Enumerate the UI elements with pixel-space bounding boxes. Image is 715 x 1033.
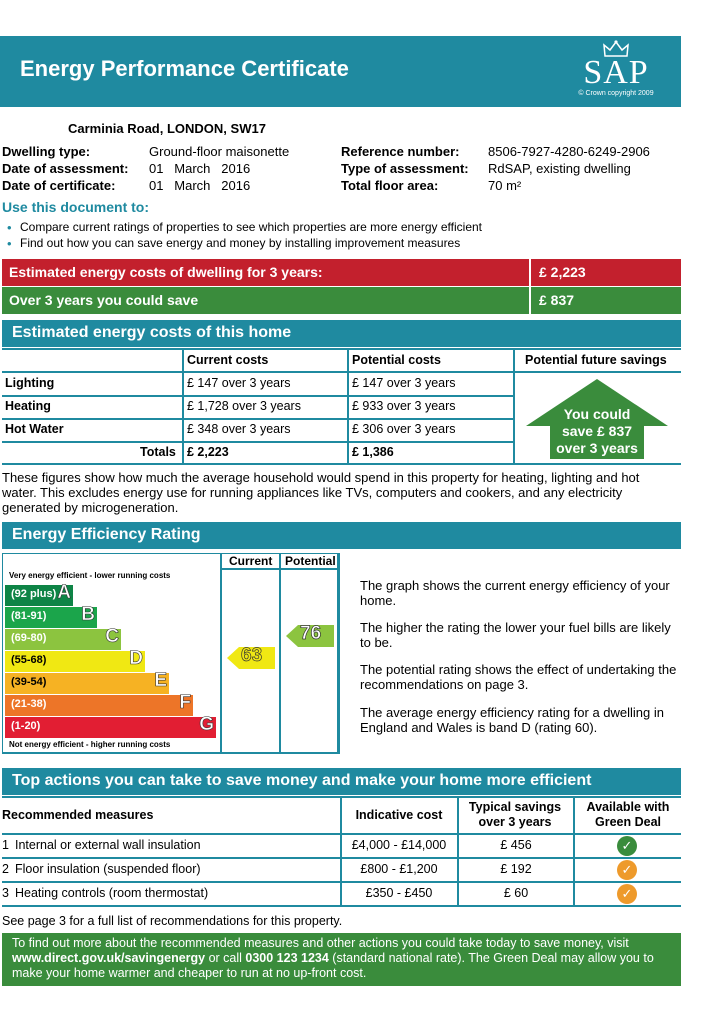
green-deal-header: Available with Green Deal <box>586 800 670 829</box>
measure-number: 3 <box>2 886 9 900</box>
use-document-heading: Use this document to: <box>2 199 150 215</box>
crown-copyright: © Crown copyright 2009 <box>578 90 654 97</box>
band-range: (69-80) <box>11 632 47 644</box>
current-rating-value: 63 <box>241 645 263 666</box>
current-column-header: Current <box>229 554 273 568</box>
date-certificate-label: Date of certificate: <box>2 178 116 193</box>
savings-arrow-line: You could <box>563 406 631 422</box>
band-letter: E <box>154 670 167 691</box>
green-deal-check-icon: ✓ <box>617 836 637 856</box>
rating-paragraph: The graph shows the current energy efficiency of your home. <box>360 578 670 608</box>
totals-label: Totals <box>140 445 176 459</box>
divider <box>2 348 681 350</box>
totals-potential: £ 1,386 <box>352 445 394 459</box>
band-letter: G <box>199 714 214 735</box>
divider <box>2 441 514 443</box>
band-letter: C <box>105 626 119 647</box>
divider <box>2 418 514 420</box>
band-letter: A <box>57 582 71 603</box>
divider <box>220 553 222 754</box>
sap-logo <box>571 40 661 100</box>
band-e <box>5 670 169 694</box>
band-a <box>5 582 73 606</box>
date-assessment-label: Date of assessment: <box>2 161 129 176</box>
savings-arrow-text <box>550 406 644 457</box>
potential-column-header: Potential <box>285 554 336 568</box>
rating-paragraph: The potential rating shows the effect of undertaking the recommendations on page 3. <box>360 662 677 692</box>
band-range: (55-68) <box>11 654 47 666</box>
savings-arrow-line: over 3 years <box>556 440 638 456</box>
band-letter: F <box>179 692 191 713</box>
recommendations-note: See page 3 for a full list of recommendations for this property. <box>2 914 343 928</box>
divider <box>2 395 514 397</box>
divider <box>182 348 184 465</box>
dwelling-type-value: Ground-floor maisonette <box>149 144 290 159</box>
costs-note: These figures show how much the average household would spend in this property for heating, lighting and hot water. This excludes energy use for running appliances like TVs, computers and cookers, and any electricity generated by microgeneration. <box>2 470 640 515</box>
footer-text: (standard national rate). The Green Deal may allow you to make your home warmer and cheaper to run at no up-front cost. <box>12 951 654 980</box>
band-g <box>5 714 216 738</box>
cost-row-current: £ 1,728 over 3 years <box>187 399 301 413</box>
use-document-bullet: • Compare current ratings of properties to see which properties are more energy efficient <box>20 220 482 234</box>
date-assessment-value: 01 March 2016 <box>149 161 251 176</box>
estimated-cost-bar <box>2 259 681 286</box>
band-range: (1-20) <box>11 720 41 732</box>
measure-savings: £ 192 <box>500 862 532 876</box>
current-costs-header: Current costs <box>187 353 269 367</box>
divider <box>2 463 681 465</box>
certificate-header <box>0 36 681 107</box>
divider <box>513 348 515 465</box>
very-efficient-note: Very energy efficient - lower running costs <box>9 571 171 580</box>
band-letter: B <box>81 604 95 625</box>
measure-number: 2 <box>2 862 9 876</box>
measure-savings: £ 60 <box>503 886 529 900</box>
cost-row-potential: £ 306 over 3 years <box>352 422 456 436</box>
savings-header: Typical savings over 3 years <box>468 800 562 829</box>
use-document-bullet: • Find out how you can save energy and money by installing improvement measures <box>20 236 460 250</box>
measure-cost: £4,000 - £14,000 <box>351 838 447 852</box>
band-range: (21-38) <box>11 698 47 710</box>
measures-header: Recommended measures <box>2 808 154 822</box>
divider <box>2 371 681 373</box>
divider <box>573 796 575 907</box>
band-letter: D <box>129 648 143 669</box>
sap-logo-text: SAP <box>583 54 649 91</box>
energy-costs-heading: Estimated energy costs of this home <box>2 320 681 347</box>
phone-number: 0300 123 1234 <box>245 951 329 965</box>
cost-header: Indicative cost <box>355 808 443 822</box>
reference-label: Reference number: <box>341 144 460 159</box>
savings-value: £ 837 <box>531 287 681 314</box>
cost-row-potential: £ 147 over 3 years <box>352 376 456 390</box>
divider <box>337 553 339 754</box>
page-title: Energy Performance Certificate <box>20 56 349 81</box>
efficiency-rating-heading: Energy Efficiency Rating <box>2 522 681 549</box>
measure-cost: £350 - £450 <box>365 886 433 900</box>
cost-row-current: £ 147 over 3 years <box>187 376 291 390</box>
savings-label: Over 3 years you could save <box>2 287 529 314</box>
future-savings-header: Potential future savings <box>525 353 667 367</box>
footer-text: or call <box>205 951 246 965</box>
green-deal-check-icon: ✓ <box>617 884 637 904</box>
dwelling-type-label: Dwelling type: <box>2 144 91 159</box>
cost-row-name: Lighting <box>5 376 55 390</box>
type-assessment-value: RdSAP, existing dwelling <box>488 161 631 176</box>
band-f <box>5 692 193 716</box>
floor-area-label: Total floor area: <box>341 178 439 193</box>
cost-row-name: Heating <box>5 399 51 413</box>
divider <box>279 553 281 754</box>
savingenergy-link[interactable]: www.direct.gov.uk/savingenergy <box>12 951 206 965</box>
band-b <box>5 604 97 628</box>
measure-cost: £800 - £1,200 <box>360 862 438 876</box>
savings-arrow-line: save £ 837 <box>561 423 633 439</box>
cost-row-potential: £ 933 over 3 years <box>352 399 456 413</box>
band-range: (39-54) <box>11 676 47 688</box>
measure-savings: £ 456 <box>500 838 532 852</box>
measure-number: 1 <box>2 838 9 852</box>
type-assessment-label: Type of assessment: <box>341 161 469 176</box>
property-address: Carminia Road, LONDON, SW17 <box>68 121 266 136</box>
date-certificate-value: 01 March 2016 <box>149 178 251 193</box>
floor-area-value: 70 m² <box>488 178 522 193</box>
divider <box>347 348 349 465</box>
band-range: (81-91) <box>11 610 47 622</box>
rating-paragraph: The average energy efficiency rating for a dwelling in England and Wales is band D (rating 60). <box>360 705 664 735</box>
divider <box>220 568 339 570</box>
band-d <box>5 648 145 672</box>
measure-name: Heating controls (room thermostat) <box>15 886 209 900</box>
divider <box>2 752 339 754</box>
savings-bar <box>2 287 681 314</box>
estimated-cost-value: £ 2,223 <box>531 259 681 286</box>
band-range: (92 plus) <box>11 588 57 600</box>
estimated-cost-label: Estimated energy costs of dwelling for 3 years: <box>2 259 529 286</box>
measure-name: Floor insulation (suspended floor) <box>15 862 201 876</box>
rating-paragraph: The higher the rating the lower your fuel bills are likely to be. <box>360 620 671 650</box>
potential-rating-value: 76 <box>300 623 322 644</box>
potential-costs-header: Potential costs <box>352 353 441 367</box>
top-actions-heading: Top actions you can take to save money and make your home more efficient <box>2 768 681 795</box>
reference-value: 8506-7927-4280-6249-2906 <box>488 144 650 159</box>
measure-name: Internal or external wall insulation <box>15 838 201 852</box>
footer-info <box>2 933 681 986</box>
not-efficient-note: Not energy efficient - higher running costs <box>9 740 171 749</box>
footer-text: To find out more about the recommended measures and other actions you could take today to save money, visit <box>12 936 629 950</box>
totals-current: £ 2,223 <box>187 445 229 459</box>
cost-row-name: Hot Water <box>5 422 64 436</box>
band-c <box>5 626 121 650</box>
cost-row-current: £ 348 over 3 years <box>187 422 291 436</box>
green-deal-check-icon: ✓ <box>617 860 637 880</box>
crown-icon <box>603 40 629 58</box>
